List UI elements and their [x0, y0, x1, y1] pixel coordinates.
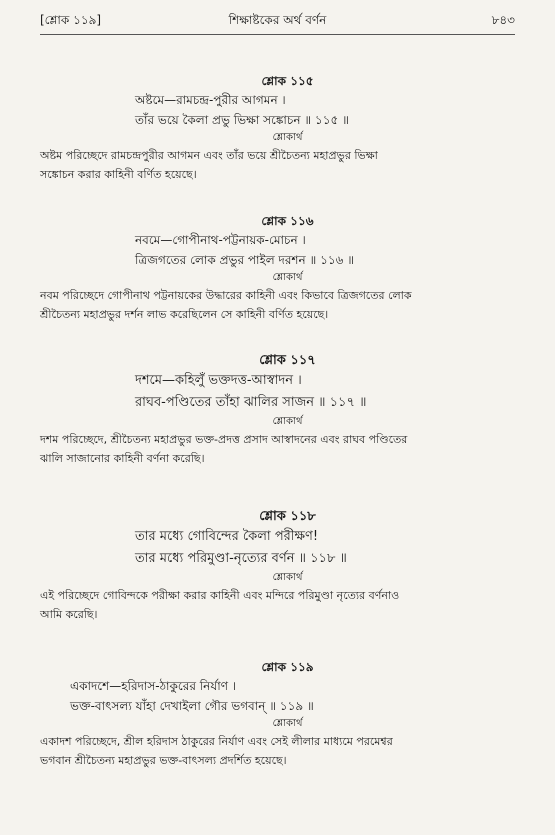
- translation-line: অষ্টম পরিচ্ছেদে রামচন্দ্রপুরীর আগমন এবং তাঁর ভয়ে শ্রীচৈতন্য মহাপ্রভুর ভিক্ষা: [40, 149, 378, 162]
- verse-line: রাঘব-পণ্ডিতের তাঁহা ঝালির সাজন ॥ ১১৭ ॥: [135, 395, 367, 410]
- translation-label: শ্লোকার্থ: [272, 416, 303, 427]
- translation-line: দশম পরিচ্ছেদে, শ্রীচৈতন্য মহাপ্রভুর ভক্ত-প্রদত্ত প্রসাদ আস্বাদনের এবং রাঘব পণ্ডিতের: [40, 433, 408, 446]
- translation-label: শ্লোকার্থ: [272, 572, 303, 583]
- translation-line: এই পরিচ্ছেদে গোবিন্দকে পরীক্ষা করার কাহিনী এবং মন্দিরে পরিমুণ্ডা নৃত্যের বর্ণনাও: [40, 589, 400, 602]
- verse-line: নবমে—গোপীনাথ-পট্টনায়ক-মোচন ।: [135, 233, 306, 247]
- translation-label: শ্লোকার্থ: [272, 132, 303, 143]
- verse-section-117: [40, 352, 535, 468]
- translation-line: আমি করেছি।: [40, 608, 98, 621]
- header-chapter-title: শিক্ষাষ্টকের অর্থ বর্ণন: [228, 13, 327, 27]
- verse-section-119: [40, 658, 535, 770]
- verse-line: ত্রিজগতের লোক প্রভুর পাইল দরশন ॥ ১১৬ ॥: [135, 253, 355, 267]
- translation-line: শ্রীচৈতন্য মহাপ্রভুর দর্শন লাভ করেছিলেন সে কাহিনী বর্ণিত হয়েছে।: [40, 308, 329, 321]
- translation-line: ঝালি সাজানোর কাহিনী বর্ণনা করেছি।: [40, 452, 205, 465]
- verse-title: শ্লোক ১১৭: [259, 353, 316, 368]
- verse-title: শ্লোক ১১৬: [261, 214, 314, 228]
- verse-line: ভক্ত-বাৎসল্য যাঁহা দেখাইলা গৌর ভগবান্ ॥ ১১৯ ॥: [70, 699, 314, 713]
- page-number: ৮৪৩: [491, 13, 515, 27]
- verse-line: অষ্টমে—রামচন্দ্র-পুরীর আগমন ।: [135, 93, 286, 107]
- verse-section-118: [40, 508, 535, 624]
- verse-title: শ্লোক ১১৫: [261, 74, 314, 88]
- verse-line: দশমে—কহিলুঁ ভক্তদত্ত-আস্বাদন ।: [135, 373, 302, 388]
- header-verse-ref: [শ্লোক ১১৯]: [40, 13, 102, 27]
- translation-label: শ্লোকার্থ: [272, 272, 303, 283]
- verse-line: তার মধ্যে পরিমুণ্ডা-নৃত্যের বর্ণন ॥ ১১৮ ॥: [135, 551, 347, 566]
- verse-title: শ্লোক ১১৯: [261, 660, 314, 674]
- verse-section-115: [40, 72, 535, 184]
- verse-title: শ্লোক ১১৮: [259, 509, 316, 524]
- translation-line: সঙ্কোচন করার কাহিনী বর্ণিত হয়েছে।: [40, 168, 197, 181]
- verse-line: একাদশে—হরিদাস-ঠাকুরের নির্যাণ ।: [70, 679, 237, 693]
- verse-line: তার মধ্যে গোবিন্দের কৈলা পরীক্ষণ!: [135, 529, 319, 544]
- translation-line: ভগবান শ্রীচৈতন্য মহাপ্রভুর ভক্ত-বাৎসল্য প্রদর্শিত হয়েছে।: [40, 754, 287, 767]
- translation-label: শ্লোকার্থ: [272, 718, 303, 729]
- verse-section-116: [40, 212, 535, 324]
- translation-line: একাদশ পরিচ্ছেদে, শ্রীল হরিদাস ঠাকুরের নির্যাণ এবং সেই লীলার মাধ্যমে পরমেশ্বর: [40, 735, 393, 748]
- verse-line: তাঁর ভয়ে কৈলা প্রভু ভিক্ষা সঙ্কোচন ॥ ১১৫ ॥: [135, 113, 349, 127]
- translation-line: নবম পরিচ্ছেদে গোপীনাথ পট্টনায়কের উদ্ধারের কাহিনী এবং কিভাবে ত্রিজগতের লোক: [40, 289, 412, 302]
- running-header: [40, 10, 515, 35]
